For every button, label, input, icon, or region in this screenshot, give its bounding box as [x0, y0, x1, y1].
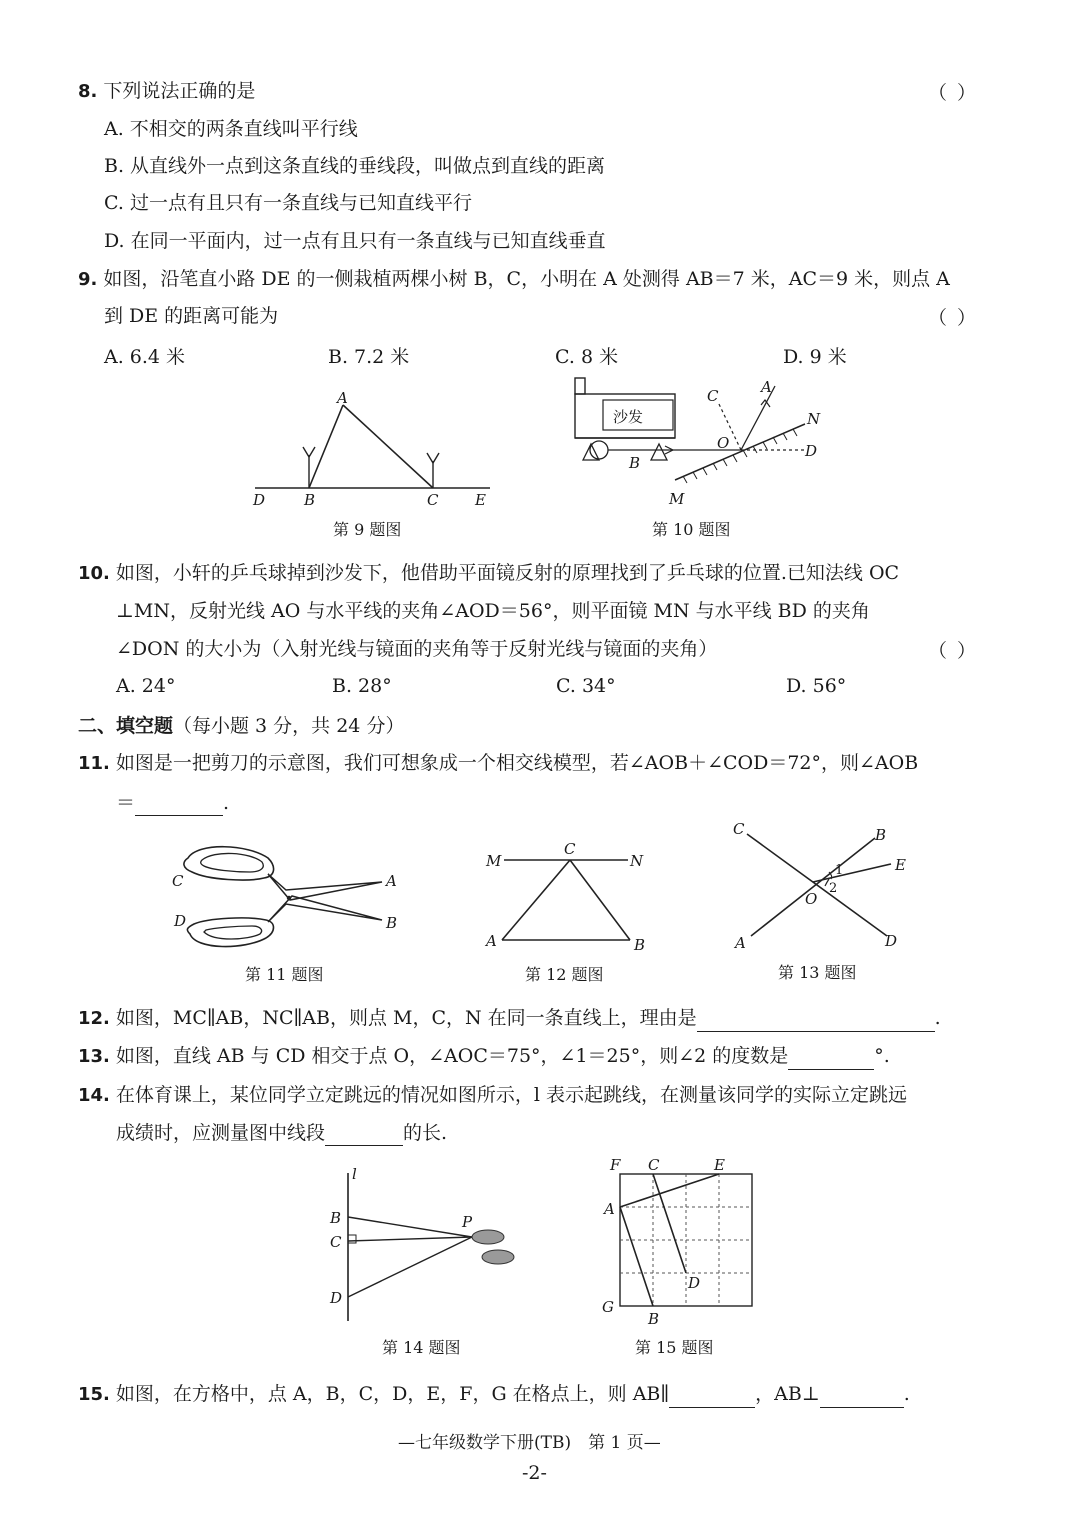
q8-number: 8.	[78, 81, 98, 102]
fig15-caption: 第 15 题图	[635, 1338, 714, 1357]
figure-14	[322, 1165, 532, 1325]
figure-13	[725, 820, 925, 960]
fig11-label-c: C	[172, 872, 184, 890]
fig11-caption: 第 11 题图	[245, 965, 324, 984]
q9-option-b: B. 7.2 米	[328, 346, 410, 368]
q8-option-b: B. 从直线外一点到这条直线的垂线段，叫做点到直线的距离	[104, 155, 606, 177]
section2-note: （每小题 3 分，共 24 分）	[173, 715, 405, 737]
q14-line2-suffix: 的长.	[403, 1122, 448, 1144]
q10-answer-paren: （ ）	[928, 640, 979, 662]
q12-line	[78, 1005, 941, 1032]
fig14-label-b: B	[330, 1209, 342, 1227]
q15-text: 如图，在方格中，点 A，B，C，D，E，F，G 在格点上，则 AB∥	[115, 1383, 670, 1405]
fig13-label-e: E	[895, 856, 906, 874]
fig10-label-m: M	[669, 490, 685, 508]
q9-line1	[78, 266, 950, 293]
fig14-label-c: C	[330, 1233, 342, 1251]
q15-number: 15.	[78, 1384, 110, 1405]
fig10-label-a: A	[761, 378, 772, 396]
q11-line1	[78, 750, 918, 777]
fig13-label-1: 1	[835, 863, 844, 878]
q8-option-a: A. 不相交的两条直线叫平行线	[104, 118, 358, 140]
fig9-label-d: D	[253, 491, 266, 509]
fig11-label-a: A	[386, 872, 397, 890]
figure-10	[565, 372, 835, 512]
fig10-label-c: C	[707, 387, 719, 405]
q10-option-b: B. 28°	[332, 675, 392, 697]
q15-suffix: .	[903, 1383, 910, 1405]
q12-text: 如图，MC∥AB，NC∥AB，则点 M，C，N 在同一条直线上，理由是	[115, 1007, 697, 1029]
q13-answer-blank[interactable]	[788, 1049, 874, 1070]
fig14-label-p: P	[462, 1213, 473, 1231]
q11-line2-prefix: ＝	[116, 792, 136, 814]
footer-book-info: —七年级数学下册(TB) 第 1 页—	[398, 1433, 661, 1453]
figure-9	[245, 385, 505, 515]
fig9-label-c: C	[427, 491, 439, 509]
q14-line2-prefix: 成绩时，应测量图中线段	[116, 1122, 326, 1144]
q9-line2: 到 DE 的距离可能为	[104, 305, 279, 327]
q15-answer-blank-1[interactable]	[669, 1387, 755, 1408]
q10-line3: ∠DON 的大小为（入射光线与镜面的夹角等于反射光线与镜面的夹角）	[116, 638, 718, 660]
fig15-label-e: E	[714, 1156, 725, 1174]
q9-answer-paren: （ ）	[928, 307, 979, 329]
section2-heading	[78, 713, 404, 739]
q10-line1-text: 如图，小轩的乒乓球掉到沙发下，他借助平面镜反射的原理找到了乒乓球的位置.已知法线 OC	[115, 562, 900, 584]
q14-answer-blank[interactable]	[325, 1125, 403, 1146]
fig12-label-a: A	[486, 932, 497, 950]
fig9-label-b: B	[304, 491, 316, 509]
fig14-label-l: l	[352, 1165, 357, 1183]
q10-line1	[78, 560, 899, 587]
q8-option-d: D. 在同一平面内，过一点有且只有一条直线与已知直线垂直	[104, 230, 606, 252]
fig10-sofa-label: 沙发	[613, 408, 644, 426]
fig13-caption: 第 13 题图	[778, 963, 857, 982]
fig11-label-b: B	[386, 914, 398, 932]
fig10-label-o: O	[717, 434, 730, 452]
q12-answer-blank[interactable]	[697, 1011, 935, 1032]
fig15-label-g: G	[602, 1298, 614, 1316]
q8-stem	[78, 78, 255, 105]
fig13-label-c: C	[733, 820, 745, 838]
fig15-label-b: B	[648, 1310, 660, 1328]
figure-15	[598, 1152, 768, 1332]
q10-line2: ⊥MN，反射光线 AO 与水平线的夹角∠AOD＝56°，则平面镜 MN 与水平线 BD 的夹角	[116, 600, 870, 622]
q15-line	[78, 1381, 910, 1408]
q10-option-c: C. 34°	[556, 675, 616, 697]
q11-line2	[116, 790, 229, 816]
fig13-label-d: D	[885, 932, 898, 950]
fig10-label-n: N	[807, 410, 821, 428]
q13-line	[78, 1043, 890, 1070]
footer-page-number: -2-	[522, 1462, 547, 1484]
fig12-caption: 第 12 题图	[525, 965, 604, 984]
fig13-label-a: A	[735, 934, 746, 952]
q13-number: 13.	[78, 1046, 110, 1067]
q13-text: 如图，直线 AB 与 CD 相交于点 O，∠AOC＝75°，∠1＝25°，则∠2 的度数是	[115, 1045, 789, 1067]
fig12-label-n: N	[630, 852, 644, 870]
fig10-label-b: B	[629, 454, 641, 472]
q13-suffix: °.	[874, 1045, 890, 1067]
fig15-label-f: F	[610, 1156, 621, 1174]
fig14-label-d: D	[330, 1289, 343, 1307]
q14-line2	[116, 1120, 447, 1146]
fig12-label-c: C	[564, 840, 576, 858]
fig9-caption: 第 9 题图	[333, 520, 402, 539]
fig11-label-d: D	[174, 912, 187, 930]
q10-option-a: A. 24°	[116, 675, 176, 697]
fig9-label-e: E	[475, 491, 486, 509]
q10-option-d: D. 56°	[786, 675, 847, 697]
q10-number: 10.	[78, 563, 110, 584]
fig12-label-b: B	[634, 936, 646, 954]
q11-line2-suffix: .	[223, 792, 230, 814]
q9-option-a: A. 6.4 米	[104, 346, 186, 368]
q12-suffix: .	[934, 1007, 941, 1029]
figure-11	[168, 838, 408, 958]
q14-line1-text: 在体育课上，某位同学立定跳远的情况如图所示，l 表示起跳线，在测量该同学的实际立定跳远	[115, 1084, 908, 1106]
fig10-label-d: D	[805, 442, 818, 460]
q9-number: 9.	[78, 269, 98, 290]
q9-line1-text: 如图，沿笔直小路 DE 的一侧栽植两棵小树 B，C，小明在 A 处测得 AB＝7 米，AC＝9 米，则点 A	[103, 268, 950, 290]
fig13-label-2: 2	[829, 881, 838, 896]
fig13-label-o: O	[805, 890, 818, 908]
q14-number: 14.	[78, 1085, 110, 1106]
fig13-label-b: B	[875, 826, 887, 844]
q15-answer-blank-2[interactable]	[820, 1387, 904, 1408]
q8-option-c: C. 过一点有且只有一条直线与已知直线平行	[104, 192, 472, 214]
fig9-label-a: A	[337, 389, 348, 407]
q11-line1-text: 如图是一把剪刀的示意图，我们可想象成一个相交线模型，若∠AOB＋∠COD＝72°，则∠AOB	[115, 752, 919, 774]
q9-option-d: D. 9 米	[783, 346, 847, 368]
q8-stem-text: 下列说法正确的是	[103, 80, 256, 102]
section2-title: 二、填空题	[78, 715, 174, 737]
fig15-label-c: C	[648, 1156, 660, 1174]
q14-line1	[78, 1082, 907, 1109]
fig14-caption: 第 14 题图	[382, 1338, 461, 1357]
q11-answer-blank[interactable]	[135, 795, 223, 816]
q11-number: 11.	[78, 753, 110, 774]
q8-answer-paren: （ ）	[928, 82, 979, 104]
figure-12	[478, 838, 658, 958]
q15-mid: ，AB⊥	[755, 1383, 820, 1405]
fig12-label-m: M	[486, 852, 502, 870]
fig15-label-d: D	[688, 1274, 701, 1292]
fig15-label-a: A	[604, 1200, 615, 1218]
q9-option-c: C. 8 米	[555, 346, 619, 368]
q12-number: 12.	[78, 1008, 110, 1029]
fig10-caption: 第 10 题图	[652, 520, 731, 539]
